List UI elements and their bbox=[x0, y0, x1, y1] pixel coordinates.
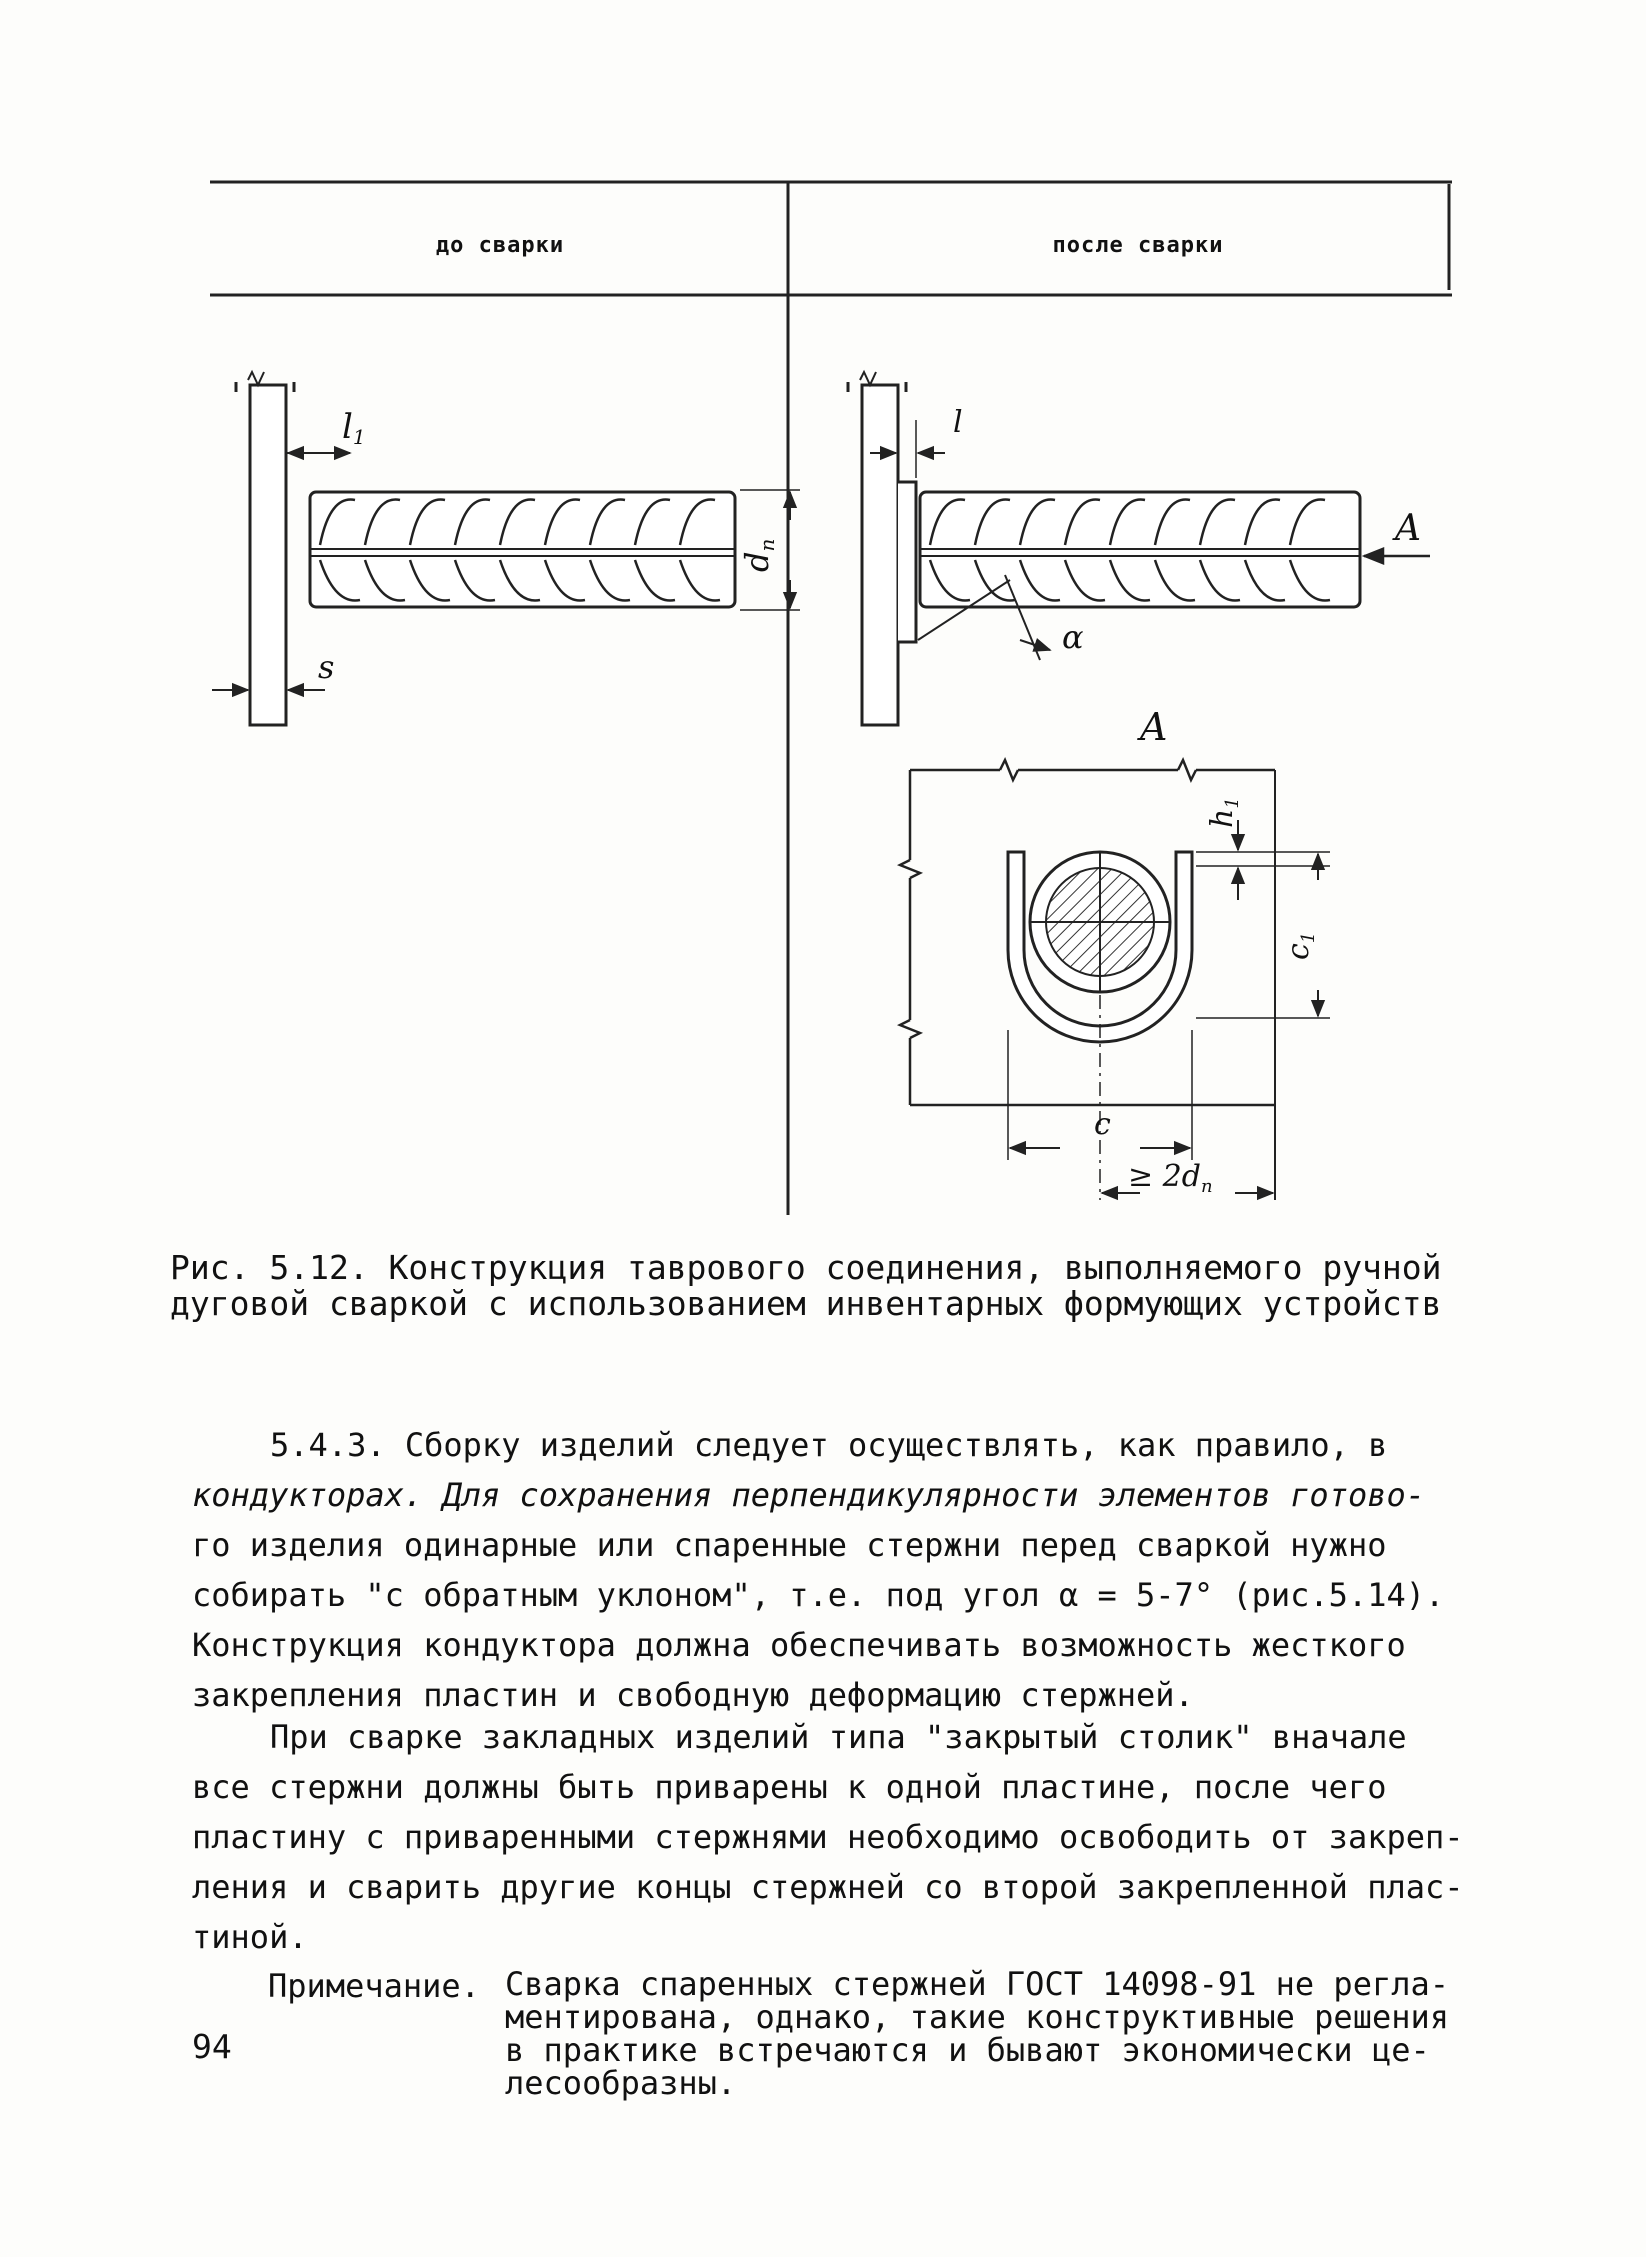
figure-caption bbox=[170, 1250, 1510, 1322]
label-c1: $c_1$ bbox=[1281, 931, 1319, 960]
label-view-a: A bbox=[1140, 705, 1168, 749]
label-h1: $h_1$ bbox=[1205, 797, 1243, 828]
column-header-after: после сварки bbox=[1052, 233, 1224, 258]
paragraph-line: Конструкция кондуктора должна обеспечивать возможность жесткого bbox=[192, 1626, 1406, 1664]
label-l1: l1 bbox=[342, 407, 366, 449]
label-arrow-a: A bbox=[1395, 508, 1421, 549]
column-header-before: до сварки bbox=[435, 233, 565, 258]
paragraph-closed-table bbox=[192, 1712, 1502, 1962]
label-dn: dn bbox=[738, 538, 779, 572]
paragraph-line: го изделия одинарные или спаренные стержни перед сваркой нужно bbox=[192, 1526, 1387, 1564]
caption-line-2: дуговой сваркой с использованием инвентарных формующих устройств bbox=[170, 1284, 1442, 1323]
paragraph-line: кондукторах. Для сохранения перпендикулярности элементов готово- bbox=[192, 1476, 1425, 1514]
note-label: Примечание. bbox=[268, 1967, 480, 2005]
label-c: c bbox=[1094, 1107, 1111, 1142]
header-table bbox=[210, 182, 1452, 1215]
note-line: лесообразны. bbox=[505, 2064, 737, 2102]
note-line: Сварка спаренных стержней ГОСТ 14098-91 не регла- bbox=[505, 1965, 1450, 2003]
note-body bbox=[505, 1965, 1510, 2102]
paragraph-line: тиной. bbox=[192, 1918, 308, 1956]
label-s: s bbox=[318, 648, 335, 686]
paragraph-line: все стержни должны быть приварены к одной пластине, после чего bbox=[192, 1768, 1387, 1806]
view-a-drawing bbox=[900, 760, 1330, 1200]
label-alpha: α bbox=[1062, 618, 1084, 656]
paragraph-line: 5.4.3. Сборку изделий следует осуществлять, как правило, в bbox=[270, 1426, 1388, 1464]
page-number: 94 bbox=[192, 2027, 232, 2066]
before-welding-drawing bbox=[212, 372, 800, 725]
label-l: l bbox=[953, 405, 963, 440]
paragraph-5-4-3 bbox=[192, 1420, 1502, 1720]
after-welding-drawing bbox=[848, 372, 1430, 725]
paragraph-line: собирать "с обратным уклоном", т.е. под угол α = 5-7° (рис.5.14). bbox=[192, 1576, 1445, 1614]
paragraph-line: пластину с приваренными стержнями необходимо освободить от закреп- bbox=[192, 1818, 1464, 1856]
note-line: ментирована, однако, такие конструктивные решения bbox=[505, 1998, 1450, 2036]
paragraph-line: ления и сварить другие концы стержней со второй закрепленной плас- bbox=[192, 1868, 1464, 1906]
paragraph-line: При сварке закладных изделий типа "закрытый столик" вначале bbox=[270, 1718, 1407, 1756]
note-line: в практике встречаются и бывают экономически це- bbox=[505, 2031, 1430, 2069]
label-min-2dn: ≥ $2d_n$ bbox=[1128, 1159, 1213, 1197]
paragraph-line: закрепления пластин и свободную деформацию стержней. bbox=[192, 1676, 1194, 1714]
caption-line-1: Рис. 5.12. Конструкция таврового соединения, выполняемого ручной bbox=[170, 1248, 1442, 1287]
